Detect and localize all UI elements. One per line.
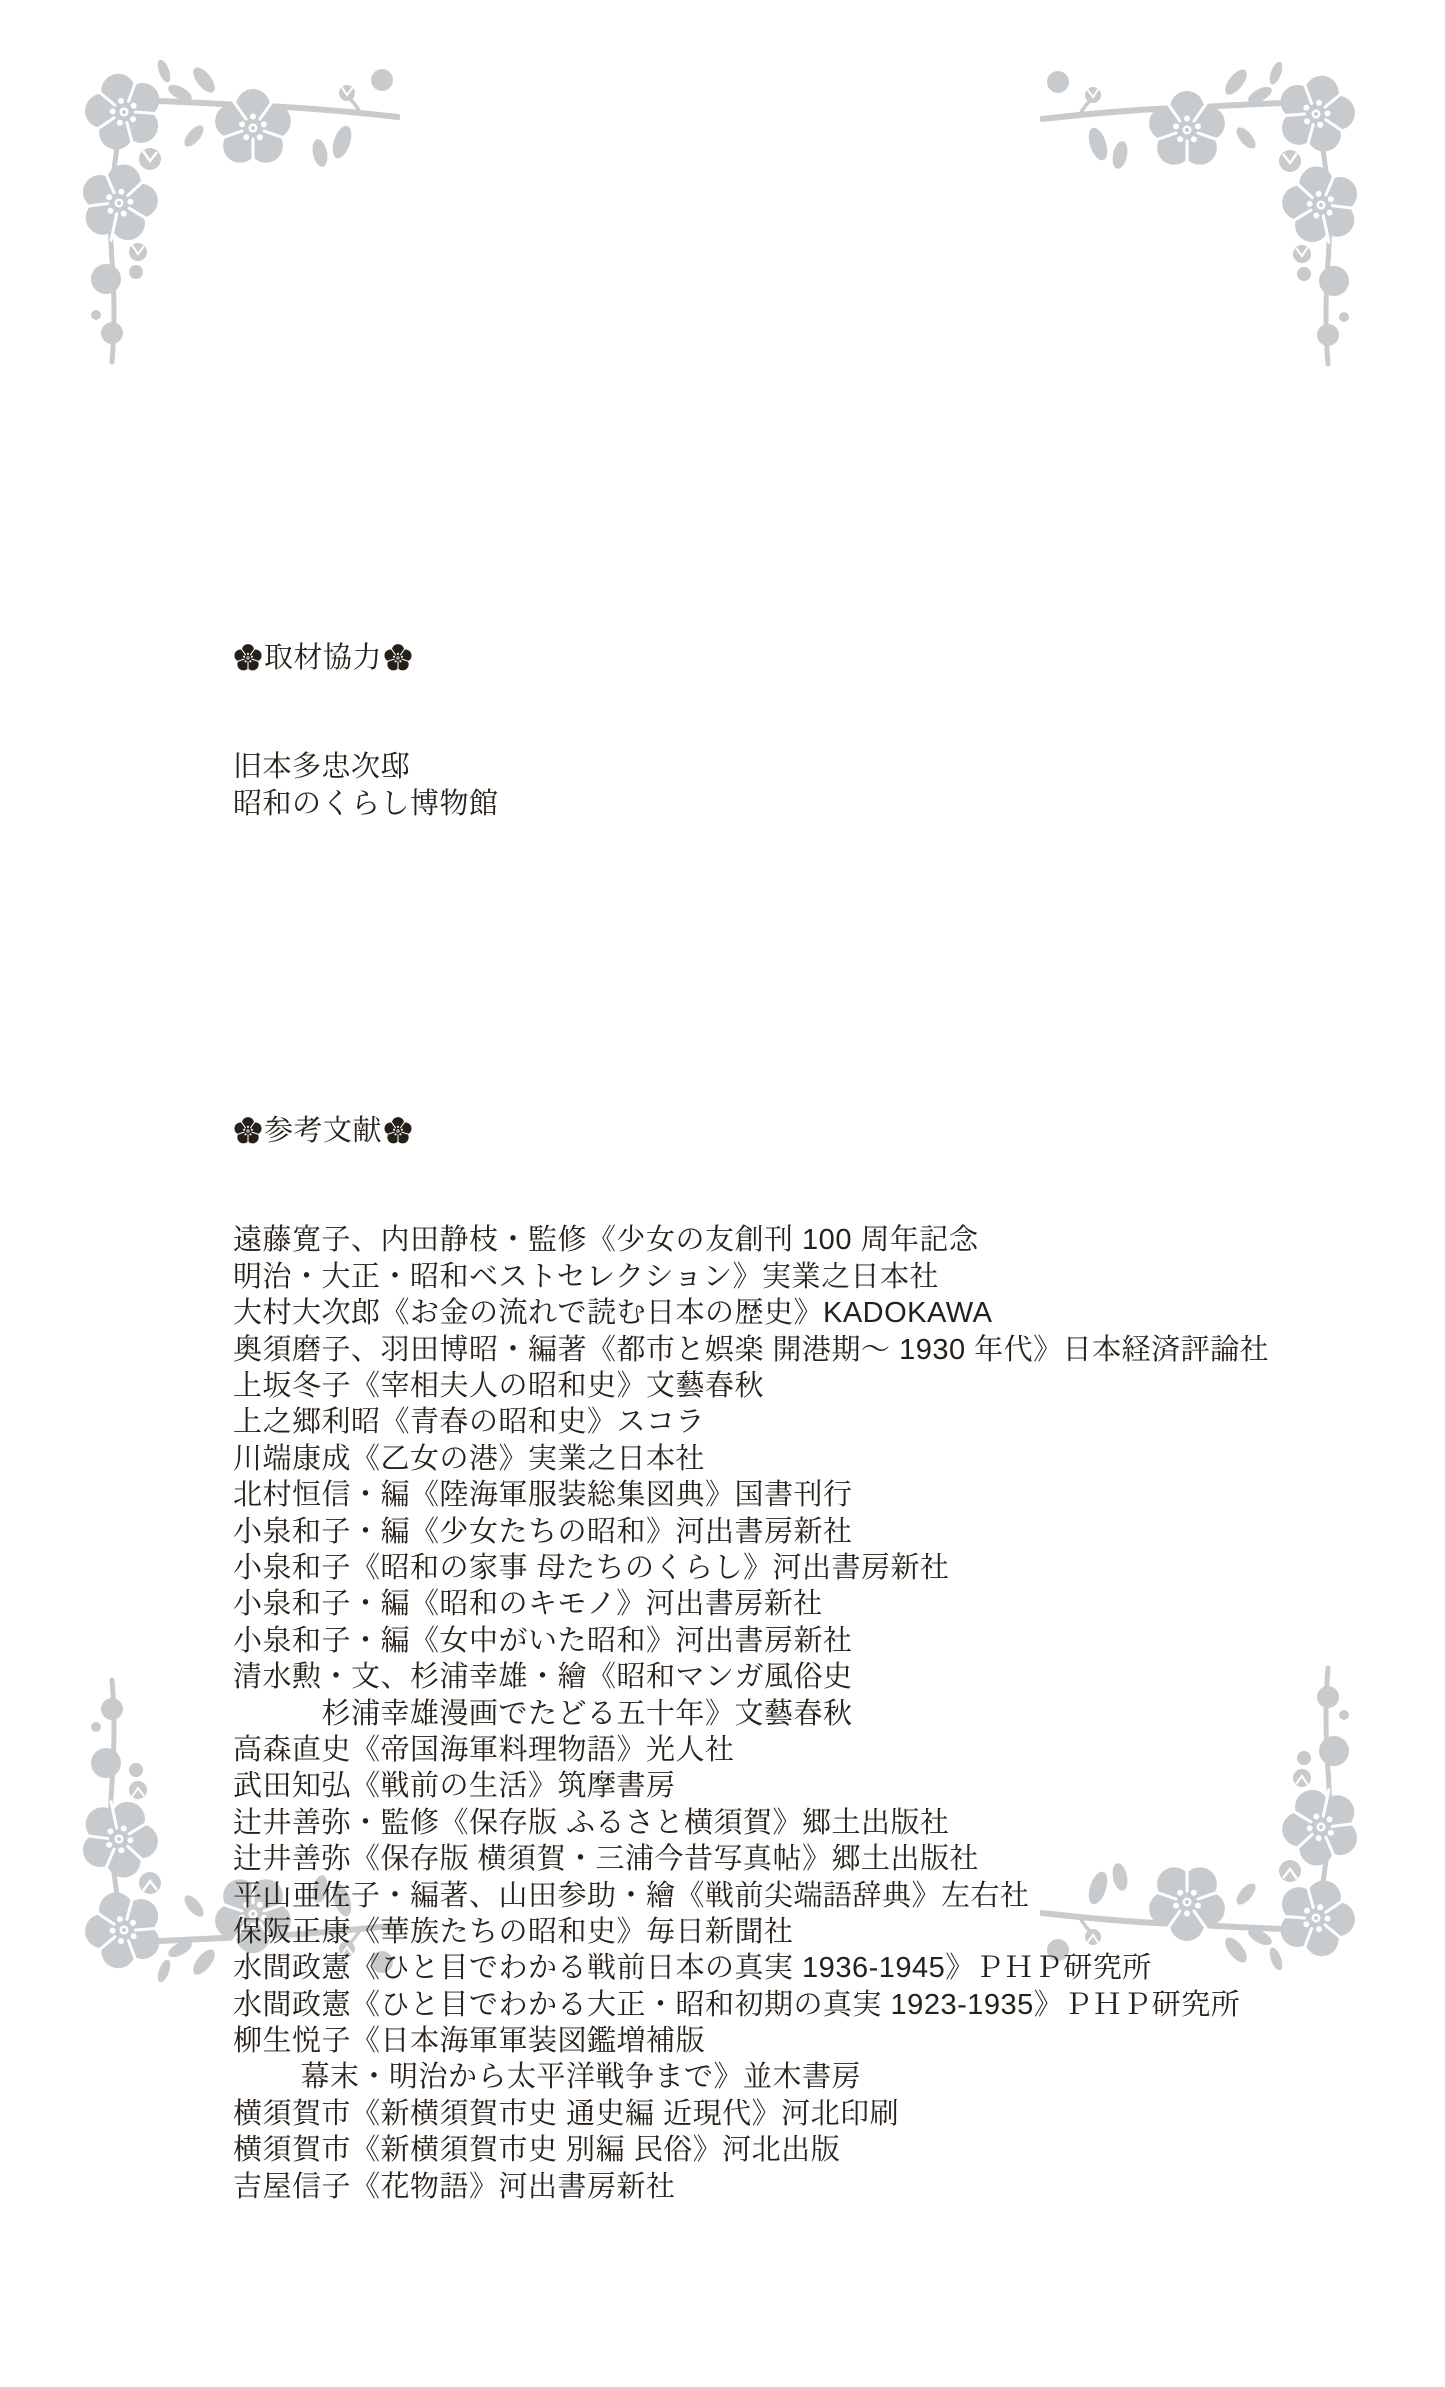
corner-ornament-top-left [50, 60, 400, 370]
reference-line: 横須賀市《新横須賀市史 通史編 近現代》河北印刷 [233, 2097, 900, 2130]
credit-line: 昭和のくらし博物館 [233, 787, 499, 820]
page-content [233, 458, 1269, 2387]
section-heading-references [233, 1113, 1269, 1149]
reference-line: 平山亜佐子・編著、山田参助・繪《戦前尖端語辞典》左右社 [233, 1879, 1030, 1912]
section-heading-acknowledgments [233, 640, 1269, 676]
reference-line: 上坂冬子《宰相夫人の昭和史》文藝春秋 [233, 1370, 765, 1403]
reference-line: 北村恒信・編《陸海軍服装総集図典》国書刊行 [233, 1479, 853, 1512]
reference-line: 水間政憲《ひと目でわかる戦前日本の真実 1936-1945》ＰＨＰ研究所 [233, 1952, 1152, 1985]
reference-line: 辻井善弥・監修《保存版 ふるさと横須賀》郷土出版社 [233, 1806, 950, 1839]
reference-line: 横須賀市《新横須賀市史 別編 民俗》河北出版 [233, 2134, 841, 2167]
reference-line: 高森直史《帝国海軍料理物語》光人社 [233, 1733, 735, 1766]
reference-line: 小泉和子・編《女中がいた昭和》河出書房新社 [233, 1624, 853, 1657]
reference-line: 武田知弘《戦前の生活》筑摩書房 [233, 1770, 676, 1803]
credit-line: 旧本多忠次邸 [233, 751, 411, 784]
reference-line: 奥須磨子、羽田博昭・編著《都市と娯楽 開港期〜 1930 年代》日本経済評論社 [233, 1333, 1270, 1366]
reference-line: 川端康成《乙女の港》実業之日本社 [233, 1442, 706, 1475]
reference-line: 柳生悦子《日本海軍軍装図鑑増補版 [233, 2025, 706, 2058]
flower-icon [233, 643, 263, 673]
reference-list [233, 1222, 1269, 2205]
flower-icon [383, 643, 413, 673]
reference-line: 大村大次郎《お金の流れで読む日本の歴史》KADOKAWA [233, 1297, 993, 1330]
section-references [233, 1040, 1269, 2277]
corner-ornament-top-right [1040, 62, 1390, 372]
section-heading-text: 取材協力 [264, 642, 383, 675]
reference-line: 吉屋信子《花物語》河出書房新社 [233, 2170, 676, 2203]
flower-icon [233, 1116, 263, 1146]
reference-line: 小泉和子・編《昭和のキモノ》河出書房新社 [233, 1588, 823, 1621]
reference-line: 清水勲・文、杉浦幸雄・繪《昭和マンガ風俗史 [233, 1661, 853, 1694]
reference-line: 辻井善弥《保存版 横須賀・三浦今昔写真帖》郷土出版社 [233, 1843, 980, 1876]
flower-icon [383, 1116, 413, 1146]
reference-line: 明治・大正・昭和ベストセレクション》実業之日本社 [233, 1260, 939, 1293]
reference-line: 小泉和子・編《少女たちの昭和》河出書房新社 [233, 1515, 853, 1548]
section-heading-text: 参考文献 [264, 1115, 383, 1148]
section-acknowledgments [233, 567, 1269, 895]
reference-line: 水間政憲《ひと目でわかる大正・昭和初期の真実 1923-1935》ＰＨＰ研究所 [233, 1988, 1241, 2021]
acknowledgment-list [233, 749, 1269, 822]
reference-line: 上之郷利昭《青春の昭和史》スコラ [233, 1406, 706, 1439]
reference-line: 杉浦幸雄漫画でたどる五十年》文藝春秋 [233, 1697, 853, 1730]
reference-line: 小泉和子《昭和の家事 母たちのくらし》河出書房新社 [233, 1552, 950, 1584]
reference-line: 幕末・明治から太平洋戦争まで》並木書房 [233, 2061, 862, 2094]
reference-line: 遠藤寛子、内田静枝・監修《少女の友創刊 100 周年記念 [233, 1224, 979, 1257]
reference-line: 保阪正康《華族たちの昭和史》毎日新聞社 [233, 1915, 794, 1948]
